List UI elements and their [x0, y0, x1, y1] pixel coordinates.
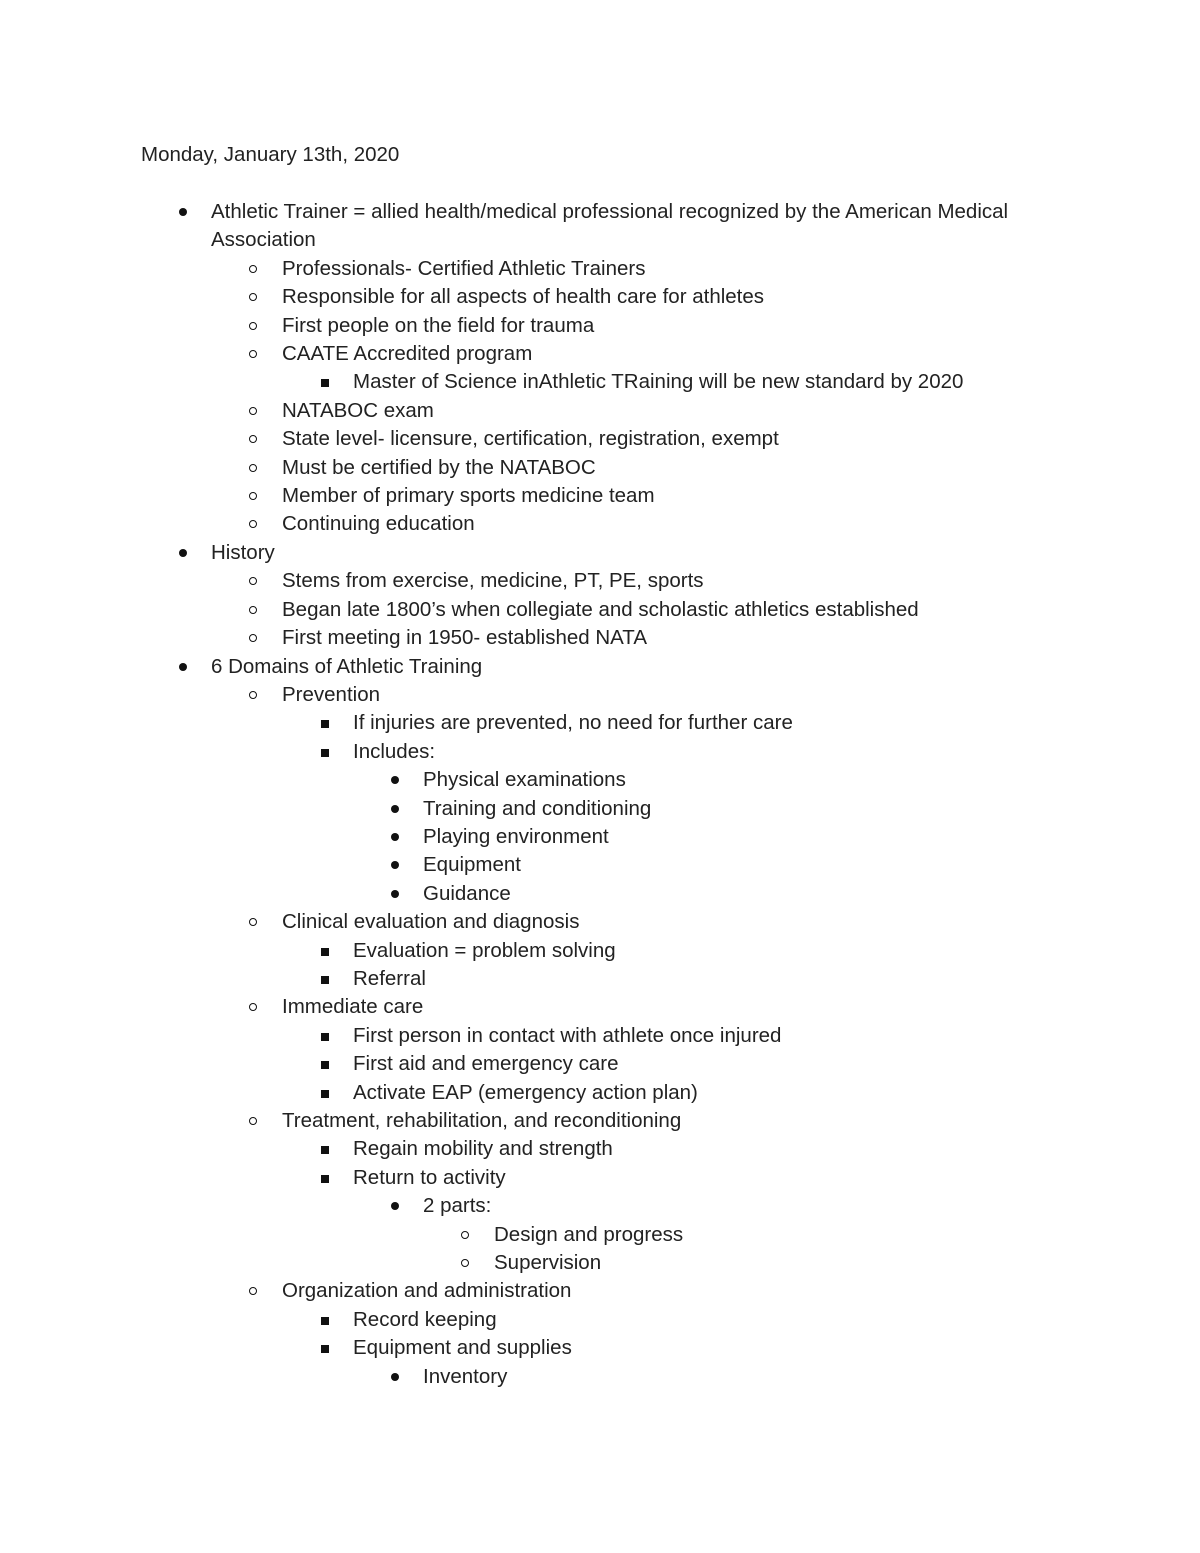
list-item — [423, 851, 1200, 879]
circle-bullet-icon — [248, 993, 268, 1021]
list-item — [423, 795, 1200, 823]
disc-bullet-icon — [389, 823, 409, 851]
list-item — [211, 653, 1071, 681]
circle-bullet-icon — [248, 397, 268, 425]
list-item — [353, 709, 1200, 737]
list-item — [282, 596, 1182, 624]
circle-bullet-icon — [248, 596, 268, 624]
square-bullet-icon — [319, 1079, 339, 1107]
list-item-text: First person in contact with athlete once injured — [353, 1023, 782, 1047]
list-item-text: Playing environment — [423, 824, 609, 848]
list-item — [423, 1363, 1200, 1391]
list-item — [282, 425, 1182, 453]
disc-bullet-icon — [389, 880, 409, 908]
disc-bullet-icon — [389, 795, 409, 823]
list-item-text: Guidance — [423, 881, 511, 905]
circle-bullet-icon — [248, 510, 268, 538]
list-item-text: Must be certified by the NATABOC — [282, 455, 596, 479]
list-item-text: Clinical evaluation and diagnosis — [282, 910, 580, 934]
list-item — [423, 823, 1200, 851]
list-item — [494, 1249, 1200, 1277]
list-item-text: Organization and administration — [282, 1279, 572, 1303]
circle-bullet-icon — [248, 1277, 268, 1305]
list-item — [211, 539, 1071, 567]
list-item — [211, 198, 1071, 255]
disc-bullet-icon — [389, 851, 409, 879]
square-bullet-icon — [319, 1022, 339, 1050]
list-item-text: History — [211, 540, 275, 564]
list-item — [353, 1306, 1200, 1334]
list-item — [353, 1079, 1200, 1107]
circle-bullet-icon — [248, 340, 268, 368]
circle-bullet-icon — [248, 425, 268, 453]
list-item-text: Professionals- Certified Athletic Trainers — [282, 256, 646, 280]
list-item-text: Immediate care — [282, 995, 424, 1019]
list-item-text: Stems from exercise, medicine, PT, PE, sports — [282, 569, 704, 593]
list-item — [353, 1164, 1200, 1192]
list-item-text: Inventory — [423, 1364, 508, 1388]
list-item — [282, 567, 1182, 595]
square-bullet-icon — [319, 368, 339, 396]
list-item — [423, 1192, 1200, 1220]
square-bullet-icon — [319, 1334, 339, 1362]
list-item-text: Referral — [353, 966, 426, 990]
disc-bullet-icon — [177, 198, 197, 226]
list-item-text: CAATE Accredited program — [282, 342, 533, 366]
list-item-text: State level- licensure, certification, registration, exempt — [282, 427, 779, 451]
list-item-text: Member of primary sports medicine team — [282, 484, 655, 508]
list-item-text: 2 parts: — [423, 1194, 492, 1218]
list-item — [282, 908, 1182, 936]
square-bullet-icon — [319, 1050, 339, 1078]
list-item-text: Treatment, rehabilitation, and reconditioning — [282, 1109, 682, 1132]
list-item — [353, 738, 1200, 766]
disc-bullet-icon — [389, 1192, 409, 1220]
list-item-text: Record keeping — [353, 1307, 497, 1331]
circle-bullet-icon — [248, 482, 268, 510]
list-item-text: NATABOC exam — [282, 398, 434, 422]
circle-bullet-icon — [460, 1221, 480, 1249]
square-bullet-icon — [319, 1306, 339, 1334]
list-item-text: Physical examinations — [423, 768, 626, 792]
list-item — [282, 283, 1182, 311]
list-item-text: If injuries are prevented, no need for further care — [353, 711, 793, 735]
list-item — [494, 1221, 1200, 1249]
list-item-text: Supervision — [494, 1251, 602, 1275]
square-bullet-icon — [319, 937, 339, 965]
list-item-text: Equipment and supplies — [353, 1336, 572, 1360]
list-item — [353, 1050, 1200, 1078]
list-item — [282, 993, 1182, 1021]
square-bullet-icon — [319, 1164, 339, 1192]
list-item-text: 6 Domains of Athletic Training — [211, 654, 483, 678]
square-bullet-icon — [319, 965, 339, 993]
circle-bullet-icon — [248, 283, 268, 311]
list-item-text: First aid and emergency care — [353, 1052, 619, 1076]
list-item-text: Prevention — [282, 682, 381, 706]
circle-bullet-icon — [248, 681, 268, 709]
list-item-text: First people on the field for trauma — [282, 313, 595, 337]
list-item-text: Training and conditioning — [423, 796, 652, 820]
list-item — [423, 880, 1200, 908]
square-bullet-icon — [319, 1135, 339, 1163]
list-item-text: Athletic Trainer = allied health/medical professional recognized by the American Medical Association — [211, 200, 1009, 252]
disc-bullet-icon — [389, 766, 409, 794]
list-item — [353, 1022, 1200, 1050]
list-item — [282, 454, 1182, 482]
list-item — [282, 397, 1182, 425]
disc-bullet-icon — [177, 653, 197, 681]
circle-bullet-icon — [248, 1107, 268, 1135]
list-item-text: Evaluation = problem solving — [353, 938, 616, 962]
list-item-text: Equipment — [423, 853, 522, 877]
list-item — [353, 937, 1200, 965]
list-item — [353, 965, 1200, 993]
circle-bullet-icon — [460, 1249, 480, 1277]
list-item — [282, 255, 1182, 283]
list-item-text: Continuing education — [282, 512, 475, 536]
list-item-text: First meeting in 1950- established NATA — [282, 626, 647, 650]
list-item — [282, 510, 1182, 538]
list-item-text: Design and progress — [494, 1222, 684, 1246]
circle-bullet-icon — [248, 908, 268, 936]
list-item — [282, 340, 1182, 368]
bullet-outline — [0, 198, 1200, 1391]
list-item-text: Activate EAP (emergency action plan) — [353, 1080, 698, 1104]
list-item — [282, 681, 1182, 709]
list-item — [353, 1334, 1200, 1362]
circle-bullet-icon — [248, 255, 268, 283]
list-item — [282, 312, 1182, 340]
square-bullet-icon — [319, 709, 339, 737]
circle-bullet-icon — [248, 312, 268, 340]
list-item — [423, 766, 1200, 794]
list-item-text: Master of Science inAthletic TRaining will be new standard by 2020 — [353, 370, 964, 394]
circle-bullet-icon — [248, 454, 268, 482]
list-item-text: Began late 1800’s when collegiate and scholastic athletics established — [282, 597, 919, 621]
disc-bullet-icon — [177, 539, 197, 567]
list-item-text: Includes: — [353, 739, 436, 763]
list-item-text: Return to activity — [353, 1165, 506, 1189]
circle-bullet-icon — [248, 567, 268, 595]
list-item — [353, 368, 1200, 396]
disc-bullet-icon — [389, 1363, 409, 1391]
date-heading: Monday, January 13th, 2020 — [141, 143, 400, 166]
list-item — [282, 1107, 1182, 1135]
circle-bullet-icon — [248, 624, 268, 652]
list-item — [353, 1135, 1200, 1163]
list-item — [282, 482, 1182, 510]
square-bullet-icon — [319, 738, 339, 766]
list-item-text: Regain mobility and strength — [353, 1137, 613, 1161]
list-item-text: Responsible for all aspects of health care for athletes — [282, 285, 765, 309]
list-item — [282, 624, 1182, 652]
list-item — [282, 1277, 1182, 1305]
